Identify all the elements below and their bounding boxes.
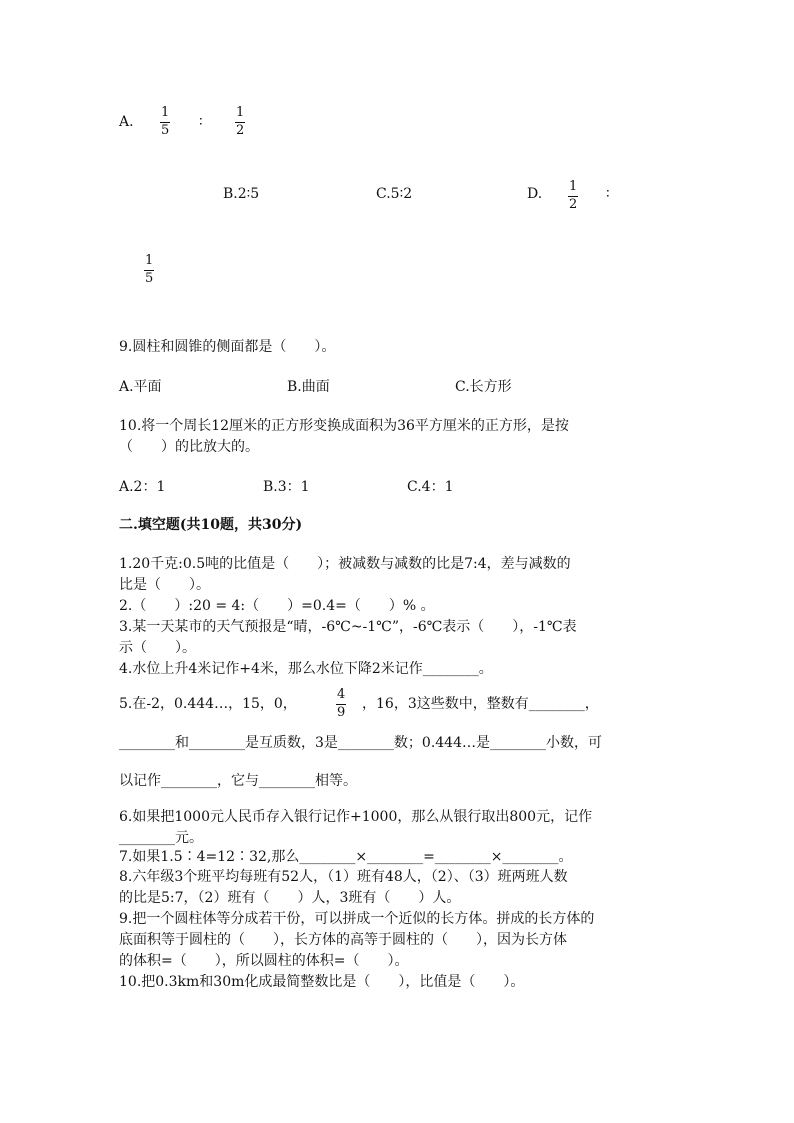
fill-q5-prefix: 5.在-2，0.444…，15，0， — [119, 696, 297, 712]
numerator: 1 — [569, 179, 578, 194]
q9-option-a: A.平面 — [119, 379, 162, 395]
q8-option-a-fraction-1 — [160, 106, 170, 138]
q9-text: 9.圆柱和圆锥的侧面都是（ ）。 — [119, 339, 336, 355]
q10-text-line-1: 10.将一个周长12厘米的正方形变换成面积为36平方厘米的正方形，是按 — [119, 418, 569, 434]
q10-option-c: C.4：1 — [407, 479, 454, 495]
fill-q3-line-2: 示（ ）。 — [119, 640, 196, 656]
q10-text-line-2: （ ）的比放大的。 — [119, 439, 259, 455]
q8-option-d-colon: ∶ — [606, 186, 610, 202]
fill-q10: 10.把0.3km和30m化成最简整数比是（ ），比值是（ ）。 — [119, 974, 525, 990]
q8-option-a-colon: ∶ — [199, 114, 203, 130]
fill-q1-line-1: 1.20千克:0.5吨的比值是（ ）；被减数与减数的比是7:4，差与减数的 — [119, 556, 571, 572]
fill-q6-line-1: 6.如果把1000元人民币存入银行记作+1000，那么从银行取出800元，记作 — [119, 809, 593, 825]
denominator: 5 — [145, 271, 154, 286]
section-heading: 二.填空题(共10题，共30分) — [119, 517, 303, 533]
fill-q4: 4.水位上升4米记作+4米，那么水位下降2米记作________。 — [119, 661, 493, 677]
fill-q9-line-1: 9.把一个圆柱体等分成若干份，可以拼成一个近似的长方体。拼成的长方体的 — [119, 911, 595, 927]
fill-q3-line-1: 3.某一天某市的天气预报是“晴，-6℃~-1℃”，-6℃表示（ ），-1℃表 — [119, 619, 577, 635]
fill-q2: 2.（ ）:20 = 4:（ ）=0.4=（ ）% 。 — [119, 598, 435, 614]
fill-q5-suffix: ，16，3这些数中，整数有________， — [362, 696, 599, 712]
denominator: 2 — [236, 123, 245, 138]
fill-q8-line-1: 8.六年级3个班平均每班有52人，（1）班有48人，（2）、（3）班两班人数 — [119, 869, 568, 885]
q8-option-d-fraction-2 — [144, 254, 154, 286]
q8-option-d-label: D. — [527, 186, 543, 202]
numerator: 4 — [337, 687, 346, 702]
fill-q9-line-2: 底面积等于圆柱的（ ），长方体的高等于圆柱的（ ），因为长方体 — [119, 932, 567, 948]
q9-option-c: C.长方形 — [455, 379, 512, 395]
denominator: 9 — [337, 705, 346, 720]
q8-option-c: C.5∶2 — [376, 186, 413, 202]
numerator: 1 — [145, 253, 154, 268]
numerator: 1 — [236, 105, 245, 120]
fill-q1-line-2: 比是（ ）。 — [119, 577, 210, 593]
q9-option-b: B.曲面 — [287, 379, 330, 395]
numerator: 1 — [161, 105, 170, 120]
fill-q5-line-3: 以记作________，它与________相等。 — [119, 773, 357, 789]
fill-q7: 7.如果1.5∶4=12∶32,那么________×________=________×________。 — [119, 849, 573, 865]
fill-q5-line-2: ________和________是互质数，3是________数；0.444…是________小数，可 — [119, 735, 602, 751]
denominator: 2 — [569, 197, 578, 212]
q10-option-b: B.3：1 — [263, 479, 310, 495]
q8-option-a-label: A. — [119, 114, 134, 130]
denominator: 5 — [161, 123, 170, 138]
q10-option-a: A.2：1 — [119, 479, 166, 495]
q8-option-b: B.2∶5 — [223, 186, 260, 202]
fill-q8-line-2: 的比是5:7，（2）班有（ ）人，3班有（ ）人。 — [119, 890, 461, 906]
q8-option-d-fraction-1 — [568, 180, 578, 212]
fill-q9-line-3: 的体积=（ ），所以圆柱的体积=（ ）。 — [119, 953, 409, 969]
fill-q6-line-2: ________元。 — [119, 830, 203, 846]
q8-option-a-fraction-2 — [235, 106, 245, 138]
fill-q5-fraction — [336, 688, 346, 720]
